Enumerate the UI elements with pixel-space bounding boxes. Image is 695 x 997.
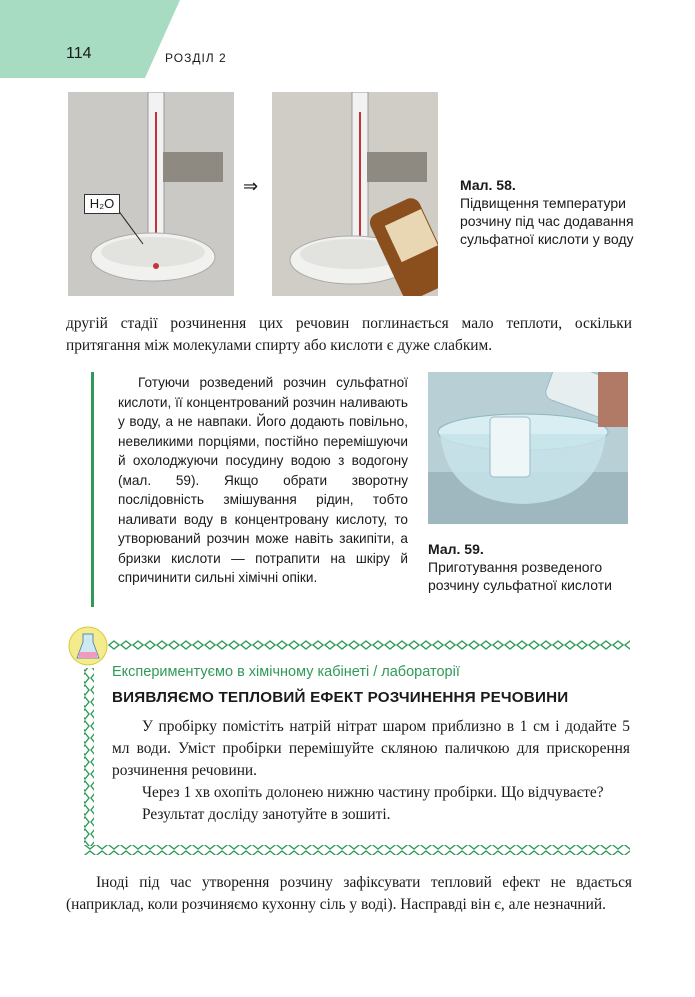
page-number: 114	[66, 45, 92, 62]
lab-body	[112, 716, 630, 826]
figure58-caption-text: Підвищення температури розчину під час додавання сульфатної кислоти у воду	[460, 195, 634, 247]
lab-paragraph: Результат досліду занотуйте в зошиті.	[142, 806, 391, 823]
flask-icon	[68, 626, 108, 666]
arrow-icon: ⇒	[243, 176, 259, 197]
lab-heading: Експериментуємо в хімічному кабінеті / лабораторії	[112, 664, 460, 680]
lab-paragraph: Через 1 хв охопіть долонею нижню частину пробірки. Що відчуваєте?	[142, 784, 604, 801]
lab-title: ВИЯВЛЯЄМО ТЕПЛОВИЙ ЕФЕКТ РОЗЧИНЕННЯ РЕЧОВИНИ	[112, 689, 569, 706]
lab-paragraph: У пробірку помістіть натрій нітрат шаром приблизно в 1 см і додайте 5 мл води. Уміст пробірки перемішуйте скляною паличкою для прискорення розчинення речовини.	[112, 718, 630, 779]
body-paragraph: другій стадії розчинення цих речовин поглинається мало теплоти, оскільки притягання між молекулами спирту або кислоти є дуже слабким.	[66, 315, 632, 354]
final-paragraph: Іноді під час утворення розчину зафіксувати тепловий ефект не вдається (наприклад, коли розчиняємо кухонну сіль у воді). Насправді він є, але незначний.	[66, 874, 632, 913]
h2o-label: H₂O	[84, 194, 120, 214]
figure59-caption-title: Мал. 59.	[428, 541, 484, 557]
section-label: РОЗДІЛ 2	[165, 51, 227, 65]
figure59-caption-text: Приготування розведеного розчину сульфатної кислоти	[428, 559, 612, 593]
sidebar-text: Готуючи розведений розчин сульфатної кислоти, її концентрований розчин наливають у воду, а не навпаки. Його додають повільно, невеликими порціями, постійно перемішуючи й охолоджуючи посудину водою з водогону (мал. 59). Якщо обрати зворотну послідовність змішування рідин, тобто наливати воду в концентровану кислоту, то утворюваний розчин може навіть закипіти, а бризки кислоти — потрапити на шкіру й спричинити сильні хімічні опіки.	[118, 375, 408, 585]
figure58-caption-title: Мал. 58.	[460, 177, 516, 193]
